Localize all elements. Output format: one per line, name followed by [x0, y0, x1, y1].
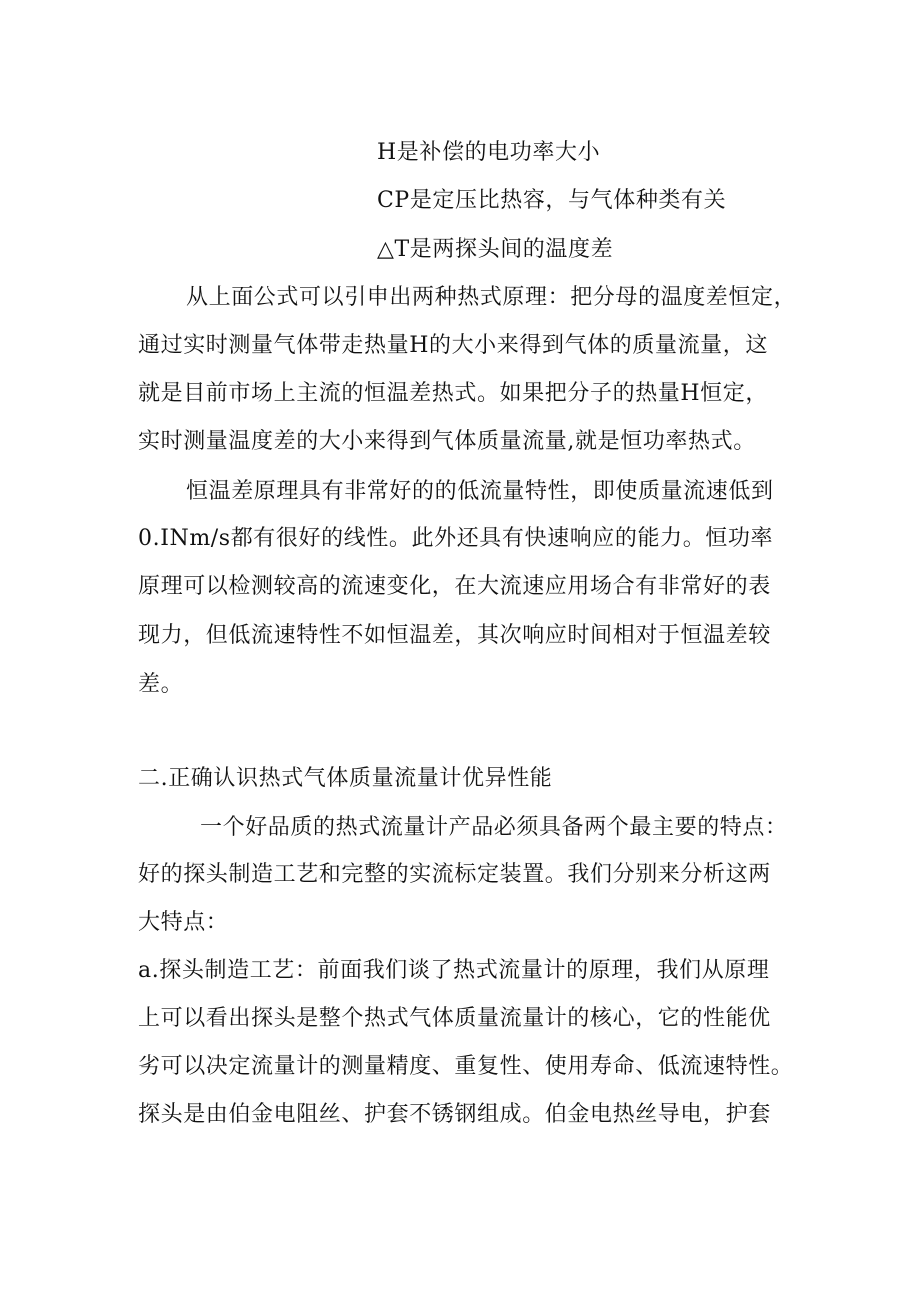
paragraph-line: 大特点： — [138, 910, 229, 935]
definition-delta-t: △T是两探头间的温度差 — [377, 237, 614, 262]
paragraph-line: 恒温差原理具有非常好的的低流量特性，即使质量流速低到 — [186, 479, 774, 504]
paragraph-line: 劣可以决定流量计的测量精度、重复性、使用寿命、低流速特性。 — [138, 1054, 794, 1079]
paragraph-line: 上可以看出探头是整个热式气体质量流量计的核心，它的性能优 — [138, 1006, 771, 1031]
paragraph-line: 探头是由伯金电阻丝、护套不锈钢组成。伯金电热丝导电，护套 — [138, 1102, 771, 1127]
paragraph-line: 就是目前市场上主流的恒温差热式。如果把分子的热量H恒定， — [138, 381, 768, 406]
paragraph-line: a.探头制造工艺：前面我们谈了热式流量计的原理，我们从原理 — [138, 958, 770, 983]
paragraph-line: 0.INm/s都有很好的线性。此外还具有快速响应的能力。恒功率 — [138, 526, 774, 551]
paragraph-line: 差。 — [138, 672, 184, 697]
paragraph-line: 实时测量温度差的大小来得到气体质量流量,就是恒功率热式。 — [138, 429, 756, 454]
paragraph-line: 一个好品质的热式流量计产品必须具备两个最主要的特点： — [200, 815, 788, 840]
section-heading: 二.正确认识热式气体质量流量计优异性能 — [138, 766, 553, 791]
definition-h: H是补偿的电功率大小 — [377, 140, 601, 165]
definition-cp: CP是定压比热容，与气体种类有关 — [377, 188, 727, 213]
paragraph-line: 好的探头制造工艺和完整的实流标定装置。我们分别来分析这两 — [138, 862, 771, 887]
paragraph-line: 从上面公式可以引申出两种热式原理：把分母的温度差恒定， — [186, 285, 797, 310]
paragraph-line: 原理可以检测较高的流速变化，在大流速应用场合有非常好的表 — [138, 574, 771, 599]
paragraph-line: 现力，但低流速特性不如恒温差，其次响应时间相对于恒温差较 — [138, 623, 771, 648]
paragraph-line: 通过实时测量气体带走热量H的大小来得到气体的质量流量，这 — [138, 333, 768, 358]
